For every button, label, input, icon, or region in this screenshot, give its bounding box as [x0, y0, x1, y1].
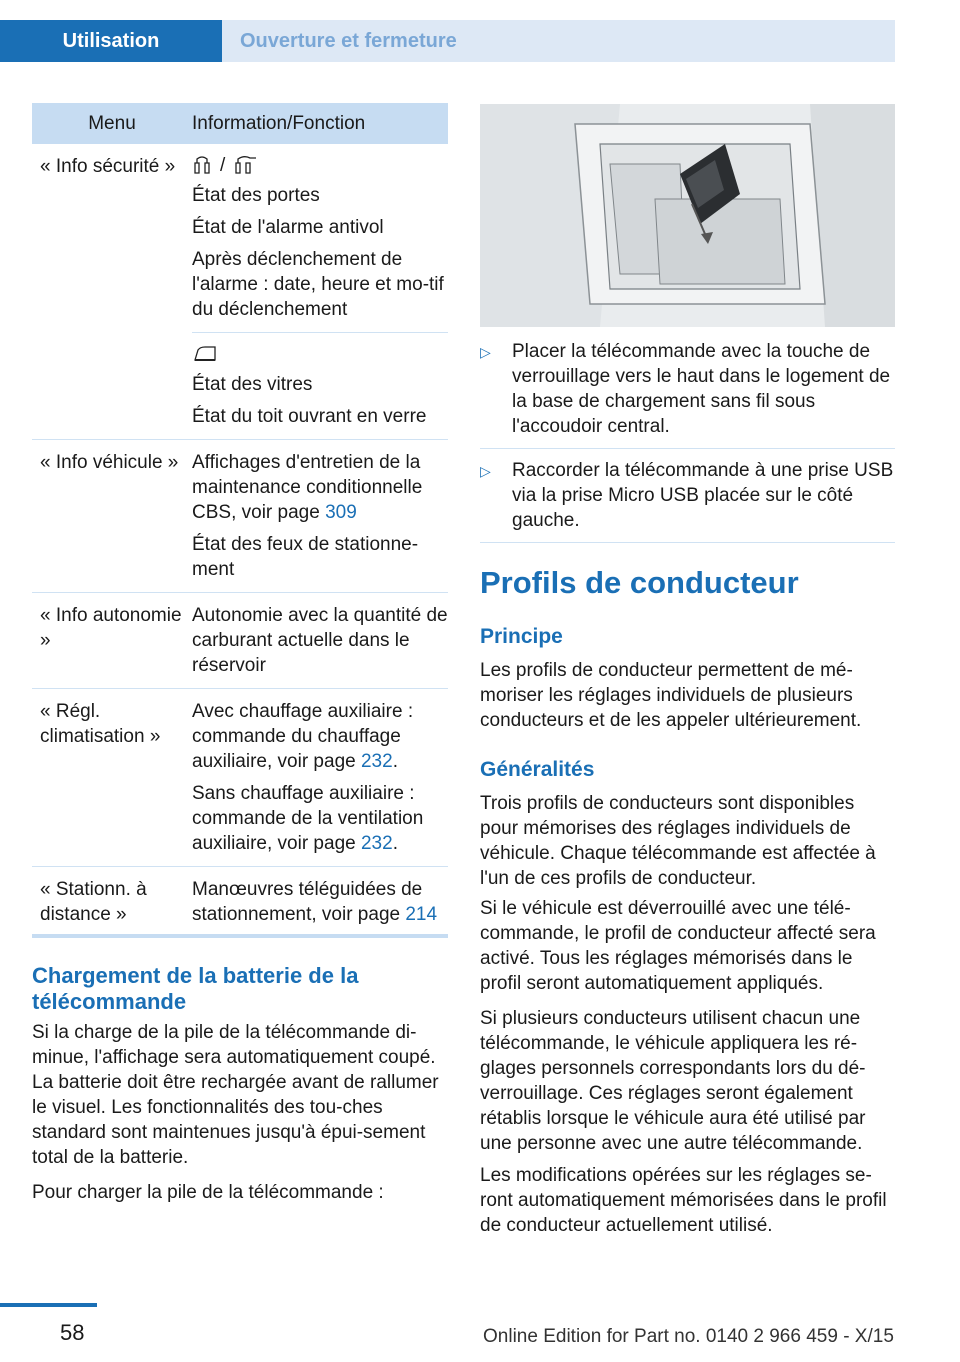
- paragraph: Si plusieurs conducteurs utilisent chacun une télécommande, le véhicule appliquera les ré-glages personnels correspondants lors du dé-verrouillage. Ces réglages seront également rétablis lorsque le véhicule aura été utilisé par une personne avec une autre télécommande.: [480, 1008, 866, 1154]
- page-number: 58: [60, 1320, 85, 1345]
- info-text: Avec chauffage auxiliaire : commande du chauffage auxiliaire, voir page: [192, 701, 414, 772]
- info-line: [192, 781, 448, 856]
- icon-group: [192, 154, 448, 176]
- page-link[interactable]: 214: [405, 904, 438, 925]
- section-heading-battery: Chargement de la batterie de la télécommande: [32, 963, 359, 1014]
- icon-group: [192, 343, 448, 365]
- row-menu-label: « Stationn. à distance »: [40, 879, 147, 925]
- row-menu-label: « Régl. climatisation »: [40, 701, 161, 747]
- info-text: .: [392, 833, 398, 854]
- page-link[interactable]: 232: [360, 833, 393, 854]
- info-text: Sans chauffage auxiliaire : commande de la ventilation auxiliaire, voir page: [192, 783, 424, 854]
- page-link[interactable]: 309: [325, 502, 357, 523]
- list-item: [480, 458, 895, 543]
- list-item-text: Placer la télécommande avec la touche de verrouillage vers le haut dans le logement de la base de chargement sans fil sous l'accoudoir central.: [512, 341, 891, 437]
- table-row: [32, 144, 448, 440]
- row-info: [184, 689, 448, 866]
- info-line: État des vitres: [192, 374, 313, 395]
- table-subrow: [192, 333, 448, 439]
- table-row: [32, 593, 448, 689]
- window-icon: [192, 344, 220, 364]
- row-info: [184, 867, 448, 937]
- armrest-charging-photo: [480, 104, 895, 327]
- triangle-bullet-icon: ▷: [480, 463, 491, 479]
- column-header-menu: Menu: [88, 112, 136, 134]
- list-item-text: Raccorder la télécommande à une prise USB via la prise Micro USB placée sur le côté gauche.: [512, 460, 894, 531]
- triangle-bullet-icon: ▷: [480, 344, 491, 360]
- row-info: [184, 593, 448, 688]
- info-line: Après déclenchement de l'alarme : date, heure et mo-tif du déclenchement: [192, 249, 444, 320]
- icon-separator: /: [220, 154, 226, 176]
- info-line: État du toit ouvrant en verre: [192, 406, 427, 427]
- row-info: [184, 440, 448, 592]
- info-text: Manœuvres téléguidées de stationnement, voir page: [192, 879, 423, 925]
- menu-info-table: [32, 103, 448, 937]
- info-line: Autonomie avec la quantité de carburant actuelle dans le réservoir: [192, 605, 448, 676]
- paragraph: Les modifications opérées sur les réglages se-ront automatiquement mémorisées dans le profil de conducteur actuellement utilisé.: [480, 1165, 887, 1236]
- table-row: [32, 689, 448, 867]
- row-menu-label: « Info sécurité »: [40, 156, 176, 177]
- section-heading-profiles: Profils de conducteur: [480, 565, 799, 600]
- tab-ouverture-fermeture[interactable]: Ouverture et fermeture: [222, 20, 895, 62]
- table-end-rule: [32, 934, 448, 938]
- list-item: [480, 339, 895, 449]
- paragraph: Trois profils de conducteurs sont disponibles pour mémorises des réglages individuels de véhicule. Chaque télécommande est affectée à l'un de ces profils de conducteur.: [480, 793, 876, 889]
- row-menu-label: « Info autonomie »: [40, 605, 182, 651]
- table-subrow: [192, 144, 448, 333]
- lock-closed-icon: [192, 155, 212, 175]
- paragraph: Pour charger la pile de la télécommande :: [32, 1182, 384, 1203]
- table-header: [32, 103, 448, 144]
- lock-open-icon: [233, 155, 259, 175]
- info-line: État des portes: [192, 185, 320, 206]
- info-line: État des feux de stationne-ment: [192, 534, 419, 580]
- row-info: [184, 144, 448, 439]
- row-menu-label: « Info véhicule »: [40, 452, 179, 473]
- info-line: [192, 877, 448, 927]
- paragraph: Si la charge de la pile de la télécommande di-minue, l'affichage sera automatiquement coupé. La batterie doit être rechargée avant de rallumer le visuel. Les fonctionnalités des tou-ches standard sont maintenues jusqu'à épui-sement total de la batterie.: [32, 1022, 439, 1168]
- footer-rule: [0, 1303, 97, 1307]
- column-header-info: Information/Fonction: [192, 112, 366, 134]
- info-text: Affichages d'entretien de la maintenance conditionnelle CBS, voir page: [192, 452, 423, 523]
- table-row: [32, 440, 448, 593]
- edition-text: Online Edition for Part no. 0140 2 966 459 - X/15: [483, 1326, 894, 1347]
- info-text: .: [392, 751, 398, 772]
- tab-utilisation[interactable]: Utilisation: [0, 20, 222, 62]
- info-line: [192, 699, 448, 774]
- paragraph: Si le véhicule est déverrouillé avec une télé-commande, le profil de conducteur affecté sera activé. Tous les réglages mémorisés dans le profil seront automatiquement appliqués.: [480, 898, 876, 994]
- header-tabs: [0, 20, 895, 62]
- table-row: [32, 867, 448, 937]
- subheading-generalites: Généralités: [480, 758, 595, 781]
- instruction-list: [480, 339, 895, 552]
- info-line: État de l'alarme antivol: [192, 217, 384, 238]
- page-link[interactable]: 232: [360, 751, 393, 772]
- subheading-principe: Principe: [480, 625, 563, 648]
- paragraph: Les profils de conducteur permettent de mé-moriser les réglages individuels de plusieurs conducteurs et de les appeler ultérieurement.: [480, 660, 862, 731]
- info-line: [192, 450, 448, 525]
